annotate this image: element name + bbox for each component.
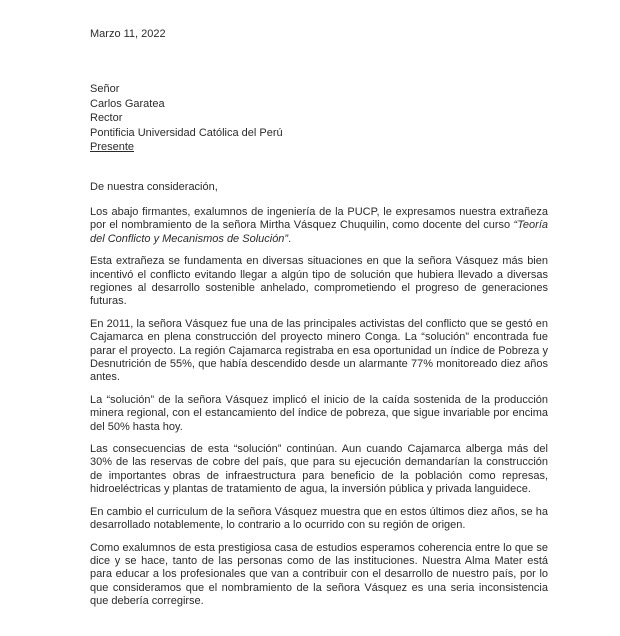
recipient-salutation: Señor	[90, 83, 120, 95]
paragraph-body: Las consecuencias de esta “solución” continúan. Aun cuando Cajamarca alberga más del 30% de las reservas de cobre del país, que para su ejecución demandarían la construcción de importantes obras de infraestructura para beneficio de la población como represas, hidroeléctricas y plantas de tratamiento de agua, la inversión pública y privada languidece.	[90, 443, 548, 496]
paragraph-intro	[90, 206, 548, 246]
letter-greeting: De nuestra consideración,	[90, 180, 218, 193]
paragraph-intro-period: .	[288, 232, 292, 245]
paragraph-body: En 2011, la señora Vásquez fue una de las principales activistas del conflicto que se gestó en Cajamarca en plena construcción del proyecto minero Conga. La “solución” encontrada fue parar el proyecto. La región Cajamarca registraba en esa oportunidad un índice de Pobreza y Desnutrición de 55%, que había descendido desde un alarmante 77% monitoreado diez años antes.	[90, 317, 548, 384]
paragraph-body: Como exalumnos de esta prestigiosa casa de estudios esperamos coherencia entre lo que se dice y se hace, tanto de las personas como de las instituciones. Nuestra Alma Mater está para educar a los profesionales que van a contribuir con el desarrollo de nuestro país, por lo que consideramos que el nombramiento de la señora Vásquez es una seria inconsistencia que debería corregirse.	[90, 541, 548, 608]
recipient-title: Rector	[90, 112, 123, 125]
letter-date: Marzo 11, 2022	[90, 28, 166, 40]
delivery-note: Presente	[90, 141, 135, 154]
course-title-italic: “Teoría del Conflicto y Mecanismos de Solución”	[90, 219, 548, 245]
recipient-name: Carlos Garatea	[90, 97, 165, 110]
paragraph-body: La “solución” de la señora Vásquez implicó el inicio de la caída sostenida de la producción minera regional, con el estancamiento del índice de pobreza, que sigue invariable por encima del 50% hasta hoy.	[90, 393, 548, 433]
paragraph-body: Esta extrañeza se fundamenta en diversas situaciones en que la señora Vásquez más bien incentivó el conflicto evitando llegar a algún tipo de solución que hubiera llevado a diversas regiones al desarrollo sostenible anhelado, comprometiendo el progreso de generaciones futuras.	[90, 255, 548, 308]
recipient-address-block	[90, 82, 548, 155]
recipient-institution: Pontificia Universidad Católica del Perú	[90, 126, 283, 139]
paragraph-intro-text: Los abajo firmantes, exalumnos de ingeniería de la PUCP, le expresamos nuestra extrañeza por el nombramiento de la señora Mirtha Vásquez Chuquilin, como docente del curso	[90, 205, 548, 232]
paragraph-body: En cambio el curriculum de la señora Vásquez muestra que en estos últimos diez años, se ha desarrollado notablemente, lo contrario a lo ocurrido con su región de origen.	[90, 505, 548, 532]
